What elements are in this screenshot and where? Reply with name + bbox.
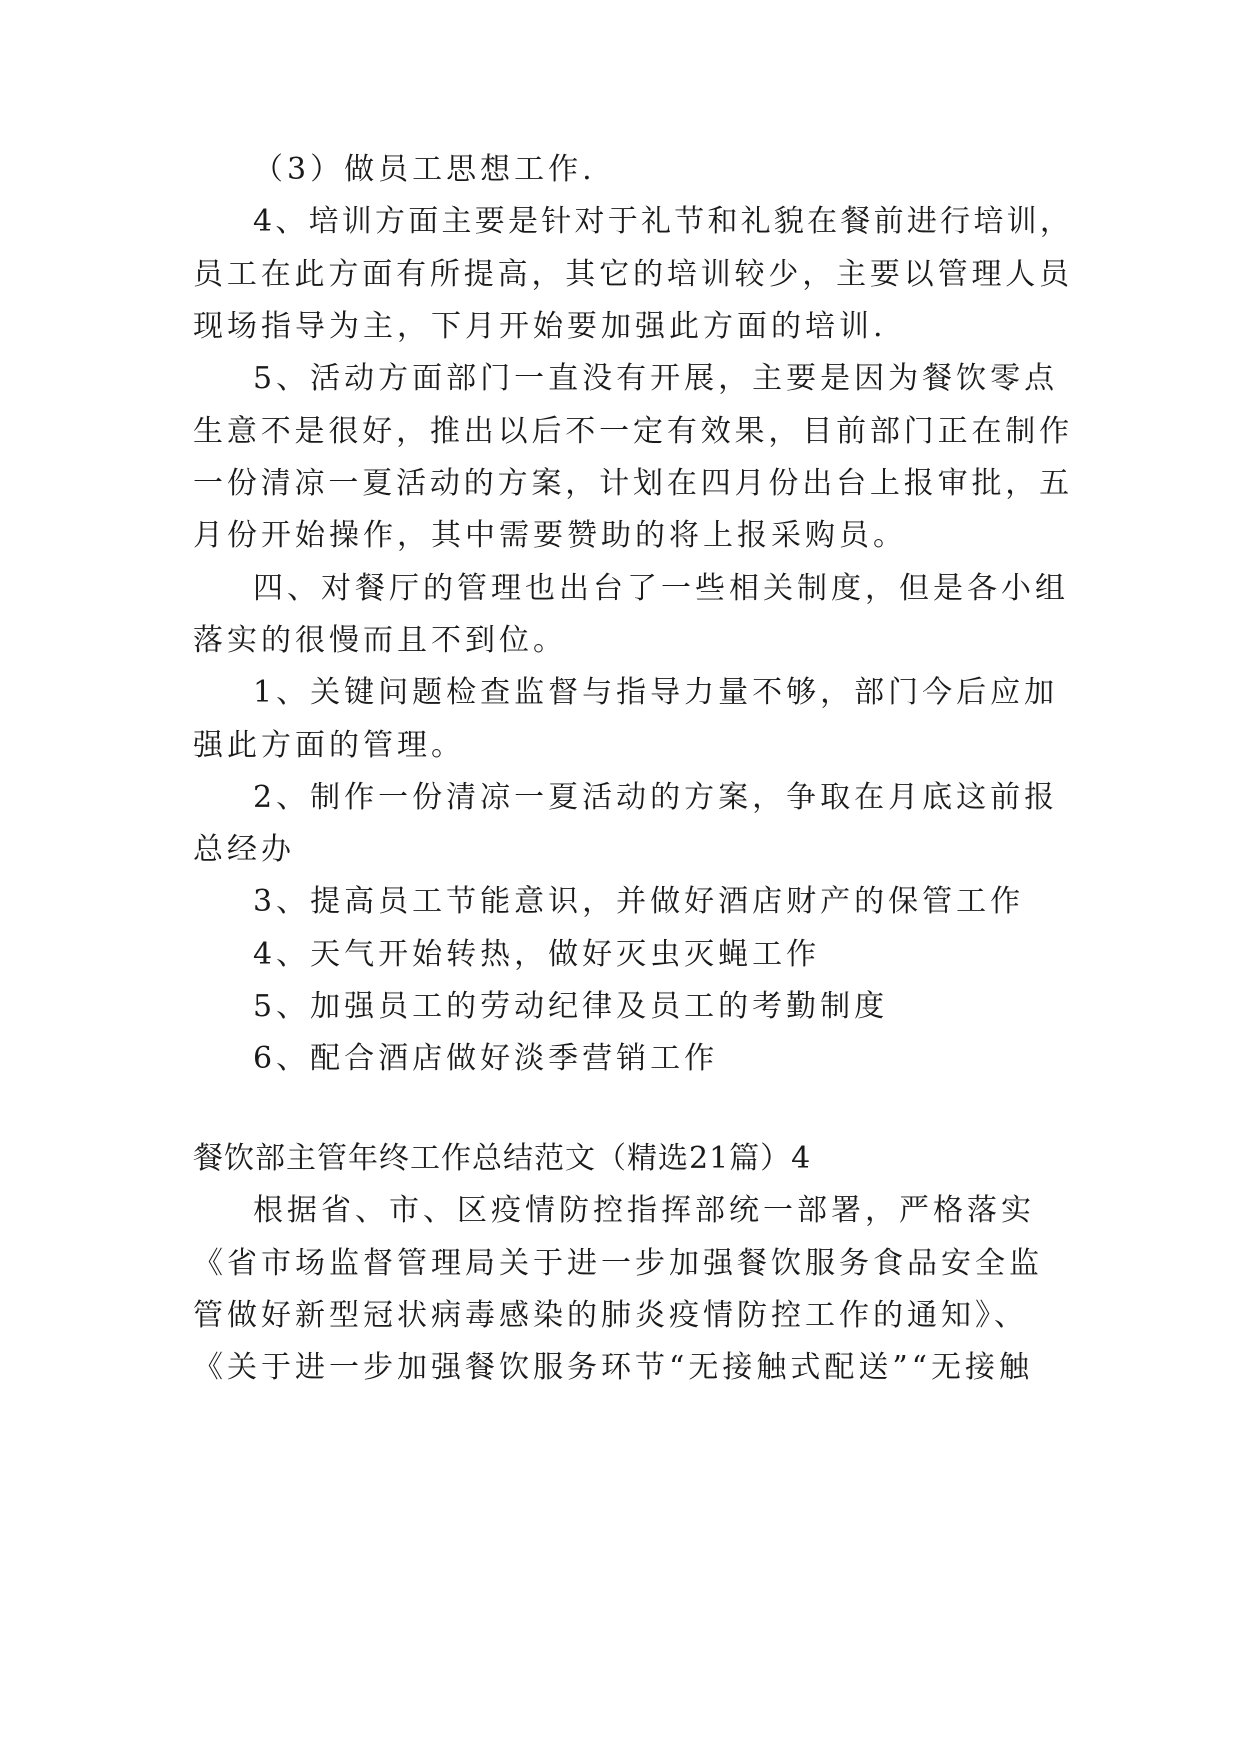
body-line: 2、制作一份清凉一夏活动的方案，争取在月底这前报 — [253, 780, 1059, 815]
body-line: 员工在此方面有所提高，其它的培训较少，主要以管理人员 — [193, 257, 1073, 292]
body-line: 3、提高员工节能意识，并做好酒店财产的保管工作 — [253, 884, 1025, 919]
body-line: 落实的很慢而且不到位。 — [193, 623, 567, 658]
section-body-line: 《关于进一步加强餐饮服务环节“无接触式配送”“无接触 — [193, 1350, 1034, 1385]
section-title: 餐饮部主管年终工作总结范文（精选21篇）4 — [193, 1141, 812, 1176]
body-line: 5、活动方面部门一直没有开展，主要是因为餐饮零点 — [253, 361, 1059, 396]
section-body-line: 管做好新型冠状病毒感染的肺炎疫情防控工作的通知》、 — [193, 1298, 1028, 1333]
body-line: 强此方面的管理。 — [193, 728, 465, 763]
body-line: 生意不是很好，推出以后不一定有效果，目前部门正在制作 — [193, 414, 1073, 449]
body-line: 4、天气开始转热，做好灭虫灭蝇工作 — [253, 937, 821, 972]
body-line: 现场指导为主，下月开始要加强此方面的培训. — [193, 309, 887, 344]
body-line: （3）做员工思想工作. — [253, 152, 596, 187]
body-line: 四、对餐厅的管理也出台了一些相关制度，但是各小组 — [253, 571, 1069, 606]
body-line: 6、配合酒店做好淡季营销工作 — [253, 1041, 719, 1076]
section-body-line: 《省市场监督管理局关于进一步加强餐饮服务食品安全监 — [193, 1246, 1043, 1281]
body-line: 1、关键问题检查监督与指导力量不够，部门今后应加 — [253, 675, 1059, 710]
body-line: 5、加强员工的劳动纪律及员工的考勤制度 — [253, 989, 889, 1024]
section-body-line: 根据省、市、区疫情防控指挥部统一部署，严格落实 — [253, 1193, 1035, 1228]
body-line: 总经办 — [193, 832, 295, 867]
body-line: 4、培训方面主要是针对于礼节和礼貌在餐前进行培训， — [253, 204, 1074, 239]
body-line: 一份清凉一夏活动的方案，计划在四月份出台上报审批，五 — [193, 466, 1073, 501]
body-line: 月份开始操作，其中需要赞助的将上报采购员。 — [193, 518, 907, 553]
